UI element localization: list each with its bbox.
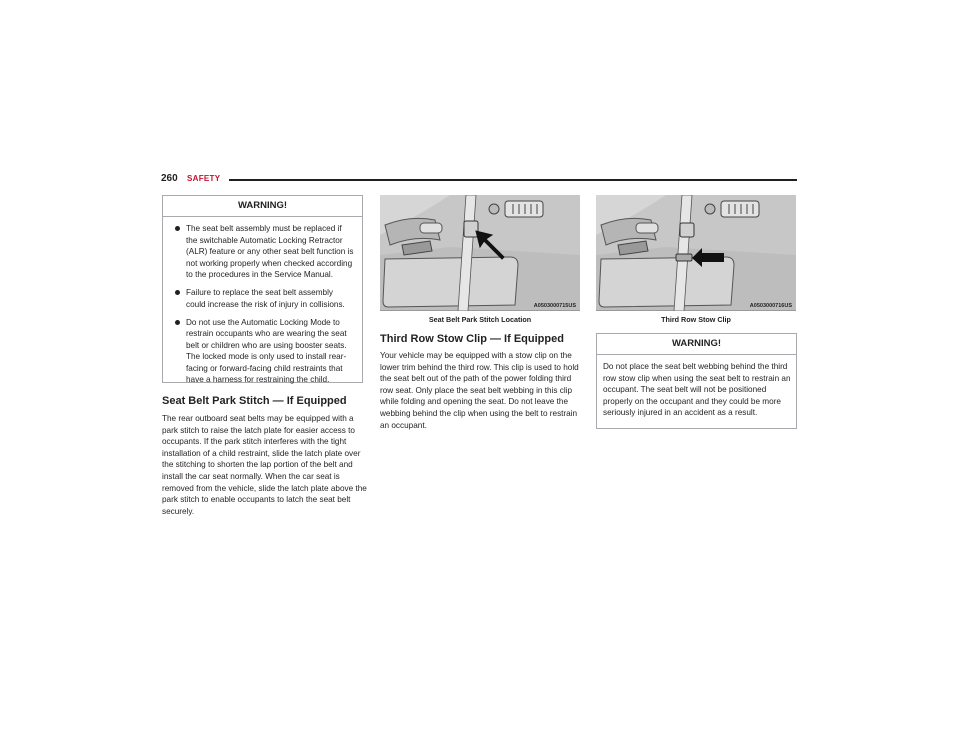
- warning-text: Do not place the seat belt webbing behind the third row stow clip when using the seat belt to restrain an occupant. The seat belt will not be positioned properly on the occupant and they could be more seriously injured in an accident as a result.: [603, 362, 791, 418]
- page-number: 260: [161, 173, 178, 184]
- figure-code: A0503000716US: [749, 303, 792, 309]
- figure-caption: Seat Belt Park Stitch Location: [428, 315, 532, 324]
- park-stitch-heading: Seat Belt Park Stitch — If Equipped: [162, 395, 347, 407]
- stow-clip-figure: [596, 195, 796, 311]
- warning-bullet: Do not use the Automatic Locking Mode to restrain occupants who are wearing the seat belt or children who are using booster seats. The locked mode is only used to install rear-facing or forward-facing child restraints that have a harness for restraining the child.: [175, 317, 354, 386]
- stow-clip-body: Your vehicle may be equipped with a stow clip on the lower trim behind the third row. This clip is used to hold the seat belt out of the path of the power folding third row seat. Only place the seat belt webbing in this clip while folding and opening the seat. Do not leave the webbing behind the clip when using the belt to restrain an occupant.: [380, 351, 579, 430]
- warning-bullet: The seat belt assembly must be replaced if the switchable Automatic Locking Retractor (ALR) feature or any other seat belt function is not working properly when checked according to the procedures in the Service Manual.: [175, 223, 354, 281]
- stow-clip-heading: Third Row Stow Clip — If Equipped: [380, 333, 564, 345]
- figure-code: A0503000715US: [533, 303, 576, 309]
- warning-bullet: Failure to replace the seat belt assembly could increase the risk of injury in collisions.: [175, 287, 354, 310]
- warning-bullet-list: [163, 217, 362, 386]
- figure-caption: Third Row Stow Clip: [661, 315, 731, 324]
- warning-title: WARNING!: [163, 196, 362, 217]
- seat-belt-illustration: [380, 195, 580, 311]
- section-title: SAFETY: [187, 174, 221, 183]
- warning-box-stow-clip: [596, 333, 797, 429]
- header-rule: [229, 179, 797, 181]
- park-stitch-figure: [380, 195, 580, 311]
- park-stitch-body: The rear outboard seat belts may be equipped with a park stitch to raise the latch plate for easier access to occupants. If the park stitch interferes with the tight installation of a child restraint, slide the latch plate over the stitching to shorten the lap portion of the belt and install the car seat normally. When the car seat is removed from the vehicle, slide the latch plate above the park stitch to enable occupants to latch the seat belt securely.: [162, 414, 367, 516]
- warning-box-alr: [162, 195, 363, 383]
- stow-clip-illustration: [596, 195, 796, 311]
- warning-title: WARNING!: [597, 334, 796, 355]
